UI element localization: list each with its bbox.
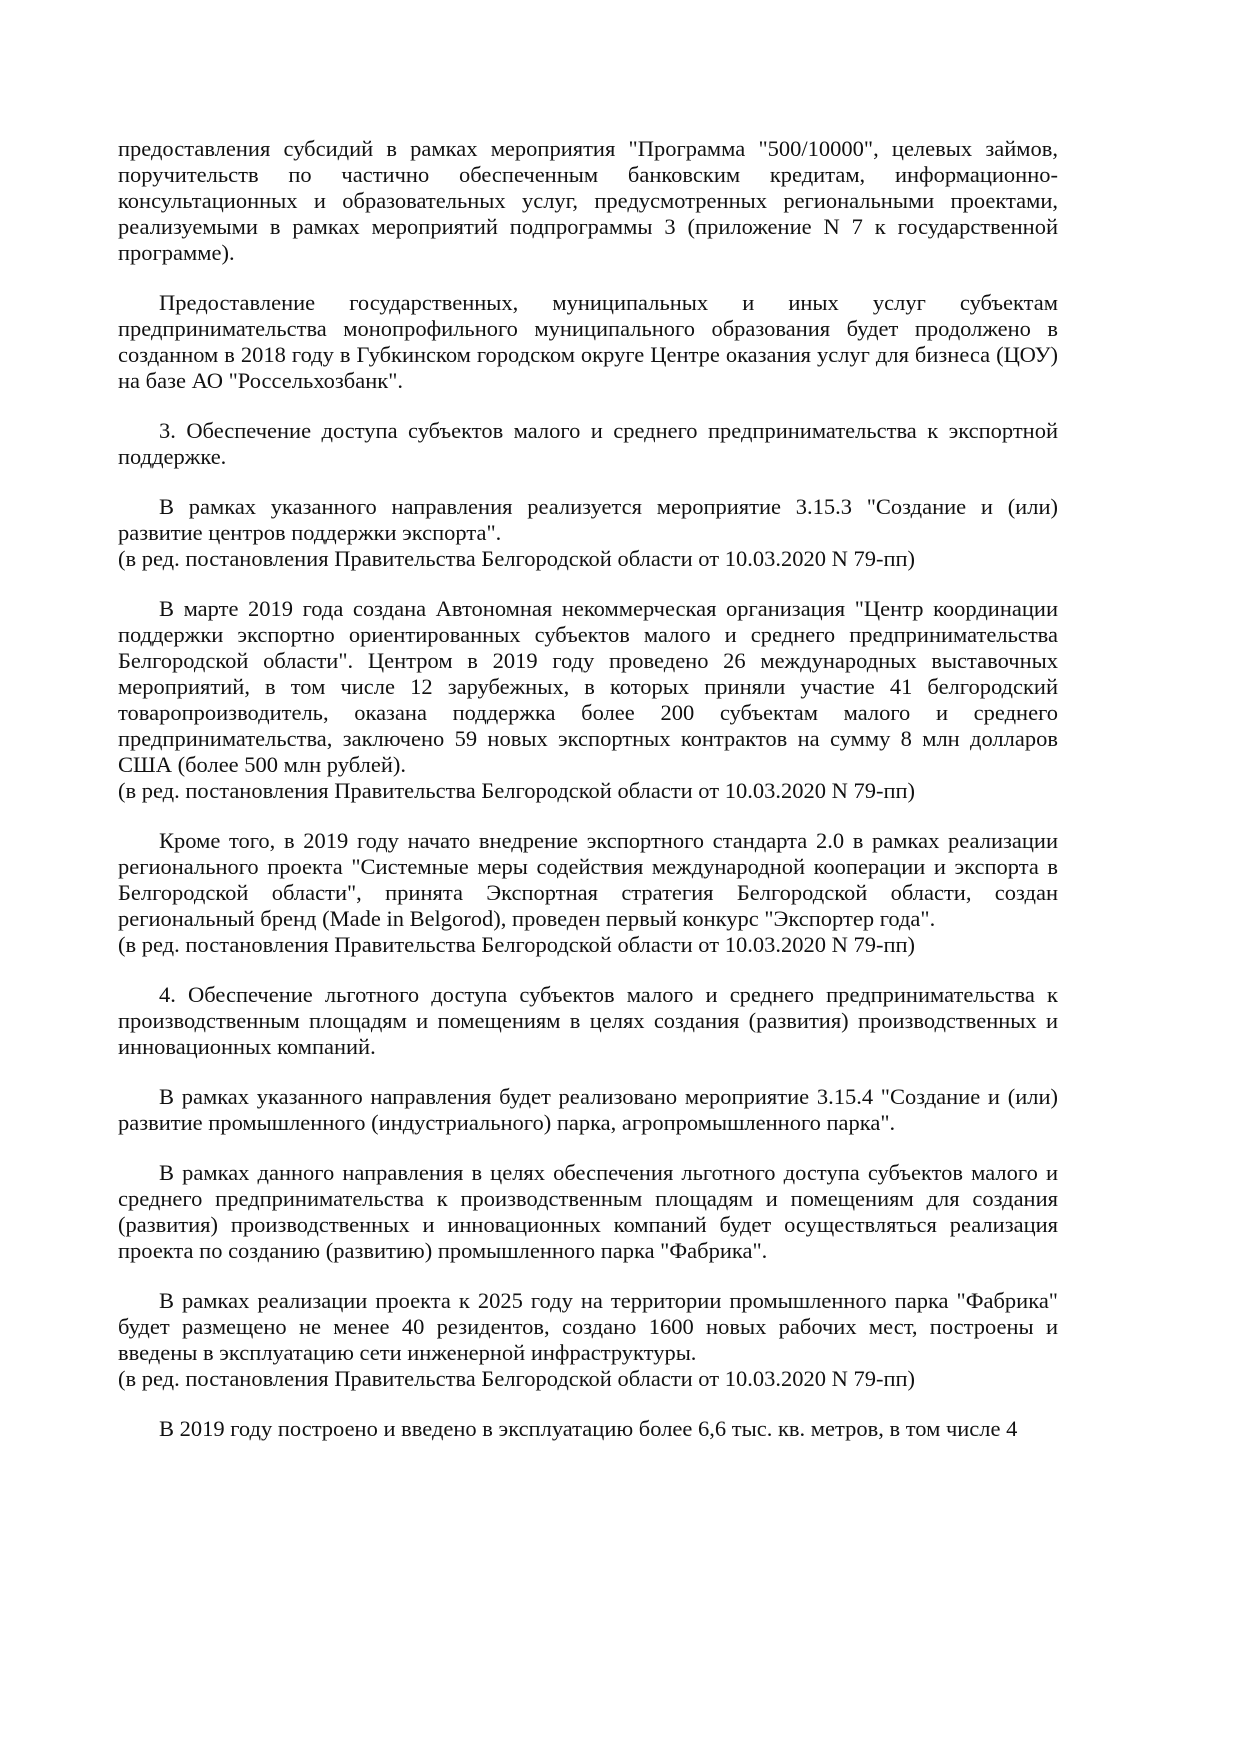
paragraph-state-services: Предоставление государственных, муниципальных и иных услуг субъектам предпринимательства монопрофильного муниципального образования будет продолжено в созданном в 2018 году в Губкинском городском округе Центре оказания услуг для бизнеса (ЦОУ) на базе АО "Россельхозбанк". xyxy=(118,290,1058,393)
section-heading-4-production-space: 4. Обеспечение льготного доступа субъектов малого и среднего предпринимательства к производственным площадям и помещениям в целях создания (развития) производственных и инновационных компаний. xyxy=(118,982,1058,1059)
paragraph-export-standard: Кроме того, в 2019 году начато внедрение экспортного стандарта 2.0 в рамках реализации регионального проекта "Системные меры содействия международной кооперации и экспорта в Белгородской области", принята Экспортная стратегия Белгородской области, создан региональный бренд (Made in Belgorod), проведен первый конкурс "Экспортер года". xyxy=(118,828,1058,931)
paragraph-fabrika-project: В рамках данного направления в целях обеспечения льготного доступа субъектов малого и среднего предпринимательства к производственным площадям и помещениям для создания (развития) производственных и инновационных компаний будет осуществляться реализация проекта по созданию (развитию) промышленного парка "Фабрика". xyxy=(118,1160,1058,1263)
amendment-note: (в ред. постановления Правительства Белгородской области от 10.03.2020 N 79-пп) xyxy=(118,546,916,571)
paragraph-subsidies-continuation: предоставления субсидий в рамках мероприятия "Программа "500/10000", целевых займов, поручительств по частично обеспеченным банковским кредитам, информационно-консультационных и образовательных услуг, предусмотренных региональными проектами, реализуемыми в рамках мероприятий подпрограммы 3 (приложение N 7 к государственной программе). xyxy=(118,136,1058,265)
document-page xyxy=(118,136,1058,1466)
paragraph-fabrika-2025-targets: В рамках реализации проекта к 2025 году на территории промышленного парка "Фабрика" будет размещено не менее 40 резидентов, создано 1600 новых рабочих мест, построены и введены в эксплуатацию сети инженерной инфраструктуры. xyxy=(118,1288,1058,1365)
amendment-note: (в ред. постановления Правительства Белгородской области от 10.03.2020 N 79-пп) xyxy=(118,778,916,803)
amendment-note: (в ред. постановления Правительства Белгородской области от 10.03.2020 N 79-пп) xyxy=(118,932,916,957)
paragraph-export-center-2019: В марте 2019 года создана Автономная некоммерческая организация "Центр координации поддержки экспортно ориентированных субъектов малого и среднего предпринимательства Белгородской области". Центром в 2019 году проведено 26 международных выставочных мероприятий, в том числе 12 зарубежных, в которых приняли участие 41 белгородский товаропроизводитель, оказана поддержка более 200 субъектам малого и среднего предпринимательства, заключено 59 новых экспортных контрактов на сумму 8 млн долларов США (более 500 млн рублей). xyxy=(118,596,1058,777)
amendment-note: (в ред. постановления Правительства Белгородской области от 10.03.2020 N 79-пп) xyxy=(118,1366,916,1391)
section-heading-3-export-support: 3. Обеспечение доступа субъектов малого и среднего предпринимательства к экспортной поддержке. xyxy=(118,418,1058,469)
paragraph-measure-3-15-3: В рамках указанного направления реализуется мероприятие 3.15.3 "Создание и (или) развитие центров поддержки экспорта". xyxy=(118,494,1058,545)
paragraph-2019-construction: В 2019 году построено и введено в эксплуатацию более 6,6 тыс. кв. метров, в том числе 4 xyxy=(159,1416,1018,1441)
paragraph-measure-3-15-4: В рамках указанного направления будет реализовано мероприятие 3.15.4 "Создание и (или) развитие промышленного (индустриального) парка, агропромышленного парка". xyxy=(118,1084,1058,1135)
